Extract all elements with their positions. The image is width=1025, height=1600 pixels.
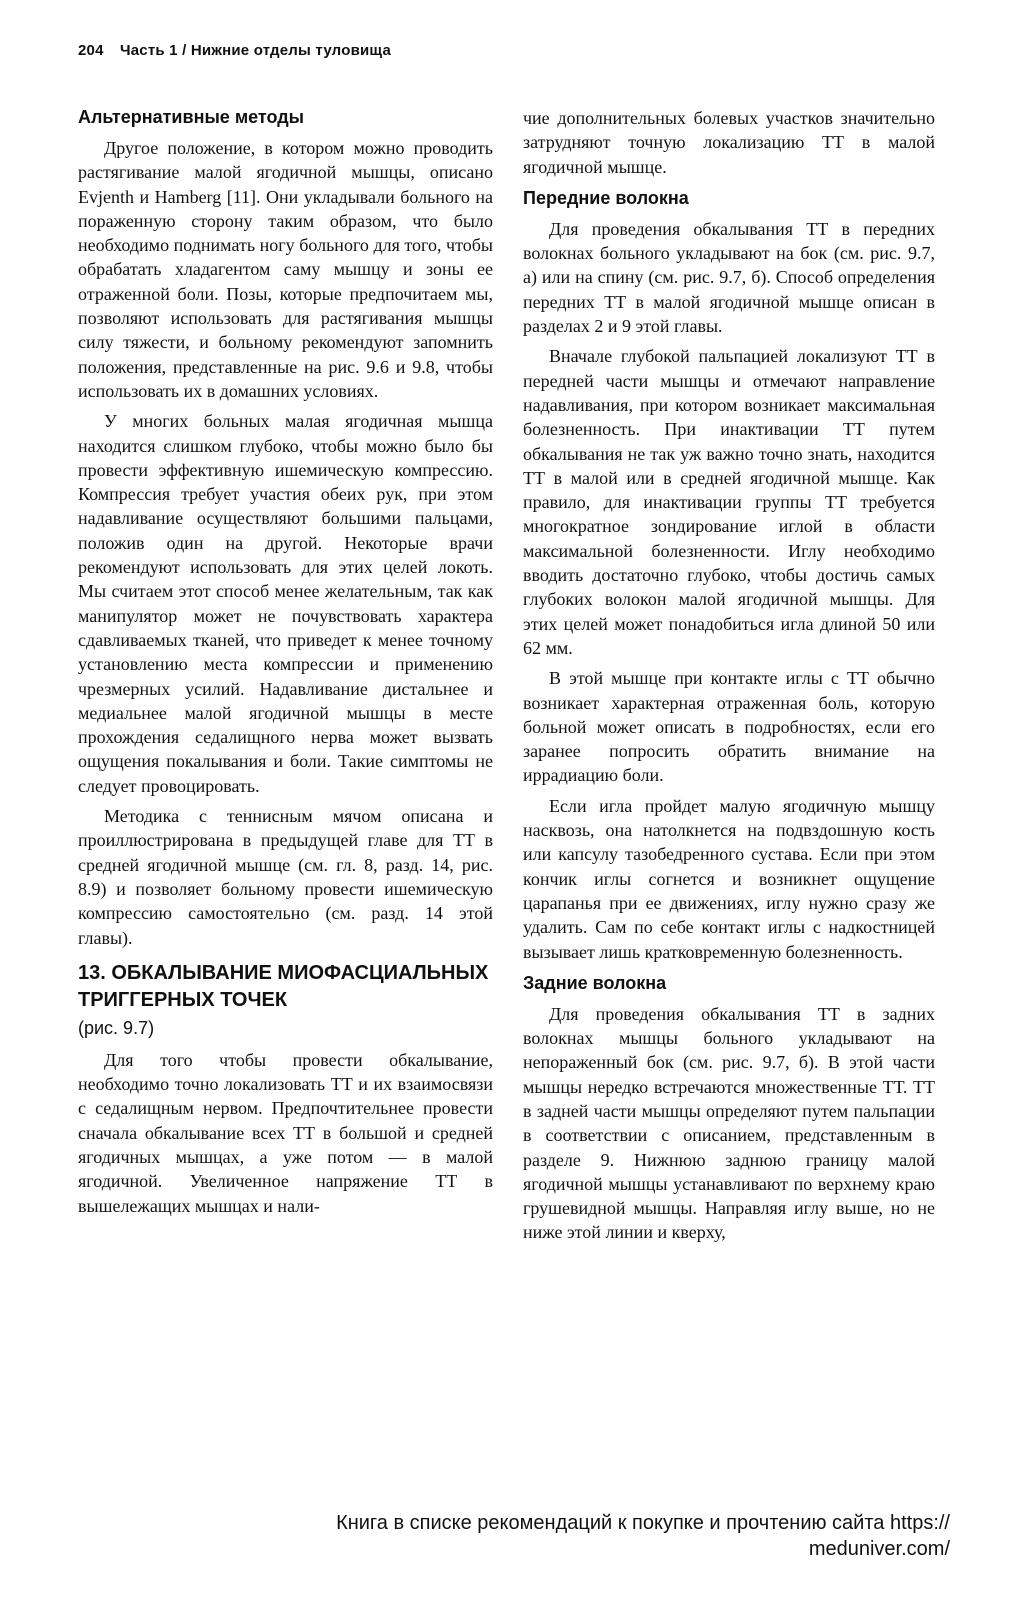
footer-link[interactable]: meduniver.com/ bbox=[808, 1538, 950, 1560]
paragraph: У многих больных малая ягодичная мышца находится слишком глубоко, чтобы можно было бы провести эффективную ишемическую компрессию. Компрессия требует участия обеих рук, при этом надавливание осуществляют большими пальцами, положив один на другой. Некоторые врачи рекомендуют использовать для этих целей локоть. Мы считаем этот способ менее желательным, так как манипулятор может не почувствовать характера сдавливаемых тканей, что приведет к менее точному установлению места компрессии и применению чрезмерных усилий. Надавливание дистальнее и медиальнее малой ягодичной мышцы в месте прохождения седалищного нерва может вызвать ощущения покалывания и боли. Такие симптомы не следует провоцировать. bbox=[78, 411, 493, 796]
heading-alternative-methods: Альтернативные методы bbox=[78, 107, 305, 127]
paragraph: Для того чтобы провести обкалывание, необходимо точно локализовать ТТ и их взаимосвязи с седалищным нервом. Предпочтительнее провести сначала обкалывание всех ТТ в большой и средней ягодичных мышцах, а уже потом — в малой ягодичной. Увеличенное напряжение ТТ в вышележащих мышцах и нали- bbox=[78, 1049, 493, 1216]
paragraph: Если игла пройдет малую ягодичную мышцу насквозь, она натолкнется на подвздошную кость или капсулу тазобедренного сустава. Если при этом кончик иглы согнется и возникнет ощущение царапанья при ее движениях, иглу нужно сразу же удалить. Сам по себе контакт иглы с надкостницей вызывает лишь кратковременную болезненность. bbox=[523, 795, 935, 962]
page-number: 204 bbox=[78, 42, 104, 59]
left-column bbox=[78, 106, 493, 1224]
paragraph: Для проведения обкалывания ТТ в задних волокнах мышцы больного укладывают на непораженный бок (см. рис. 9.7, б). В этой части мышцы нередко встречаются множественные ТТ. ТТ в задней части мышцы определяют путем пальпации в соответствии с описанием, представленным в разделе 9. Нижнюю заднюю границу малой ягодичной мышцы устанавливают по верхнему краю грушевидной мышцы. Направляя иглу выше, но не ниже этой линии и кверху, bbox=[523, 1003, 935, 1243]
running-title: Часть 1 / Нижние отделы туловища bbox=[120, 42, 391, 59]
paragraph-continuation: чие дополнительных болевых участков значительно затрудняют точную локализацию ТТ в малой ягодичной мышце. bbox=[523, 108, 935, 177]
paragraph: В этой мышце при контакте иглы с ТТ обычно возникает характерная отраженная боль, которую больной может описать в подробностях, если его заранее попросить обратить внимание на иррадиацию боли. bbox=[523, 668, 935, 786]
heading-posterior-fibers: Задние волокна bbox=[523, 972, 667, 993]
heading-anterior-fibers: Передние волокна bbox=[523, 187, 689, 208]
paragraph: Другое положение, в котором можно проводить растягивание малой ягодичной мышцы, описано Evjenth и Hamberg [11]. Они укладывали больного на пораженную сторону таким образом, что было необходимо поднимать ногу больного для того, чтобы обрабатать хладагентом саму мышцу и зоны ее отраженной боли. Позы, которые предпочитаем мы, позволяют использовать для растягивания мышцы силу тяжести, и больному рекомендуют запомнить положения, представленные на рис. 9.6 и 9.8, чтобы использовать их в домашних условиях. bbox=[78, 138, 493, 401]
site-footer-note bbox=[0, 1510, 950, 1562]
running-head bbox=[78, 42, 391, 59]
paragraph: Для проведения обкалывания ТТ в передних волокнах больного укладывают на бок (см. рис. 9.7, а) или на спину (см. рис. 9.7, б). Способ определения передних ТТ в малой ягодичной мышце описан в разделах 2 и 9 этой главы. bbox=[523, 218, 935, 337]
footer-line: Книга в списке рекомендаций к покупке и прочтению сайта https:// bbox=[336, 1512, 950, 1534]
section-figure-ref: (рис. 9.7) bbox=[78, 1017, 155, 1038]
section-title: 13. ОБКАЛЫВАНИЕ МИОФАСЦИАЛЬНЫХ ТРИГГЕРНЫХ ТОЧЕК bbox=[78, 961, 489, 1011]
paragraph: Вначале глубокой пальпацией локализуют ТТ в передней части мышцы и отмечают направление надавливания, при котором возникает максимальная болезненность. При инактивации ТТ путем обкалывания не так уж важно точно знать, находится ТТ в малой или в средней ягодичной мышце. Как правило, для инактивации группы ТТ требуется многократное зондирование иглой в области максимальной болезненности. Иглу необходимо вводить достаточно глубоко, чтобы достичь самых глубоких волокон малой ягодичной мышцы. Для этих целей может понадобиться игла длиной 50 или 62 мм. bbox=[523, 346, 935, 658]
right-column bbox=[523, 106, 935, 1251]
paragraph: Методика с теннисным мячом описана и проиллюстрирована в предыдущей главе для ТТ в средней ягодичной мышце (см. гл. 8, разд. 14, рис. 8.9) и позволяет больному провести ишемическую компрессию самостоятельно (см. разд. 14 этой главы). bbox=[78, 806, 493, 948]
